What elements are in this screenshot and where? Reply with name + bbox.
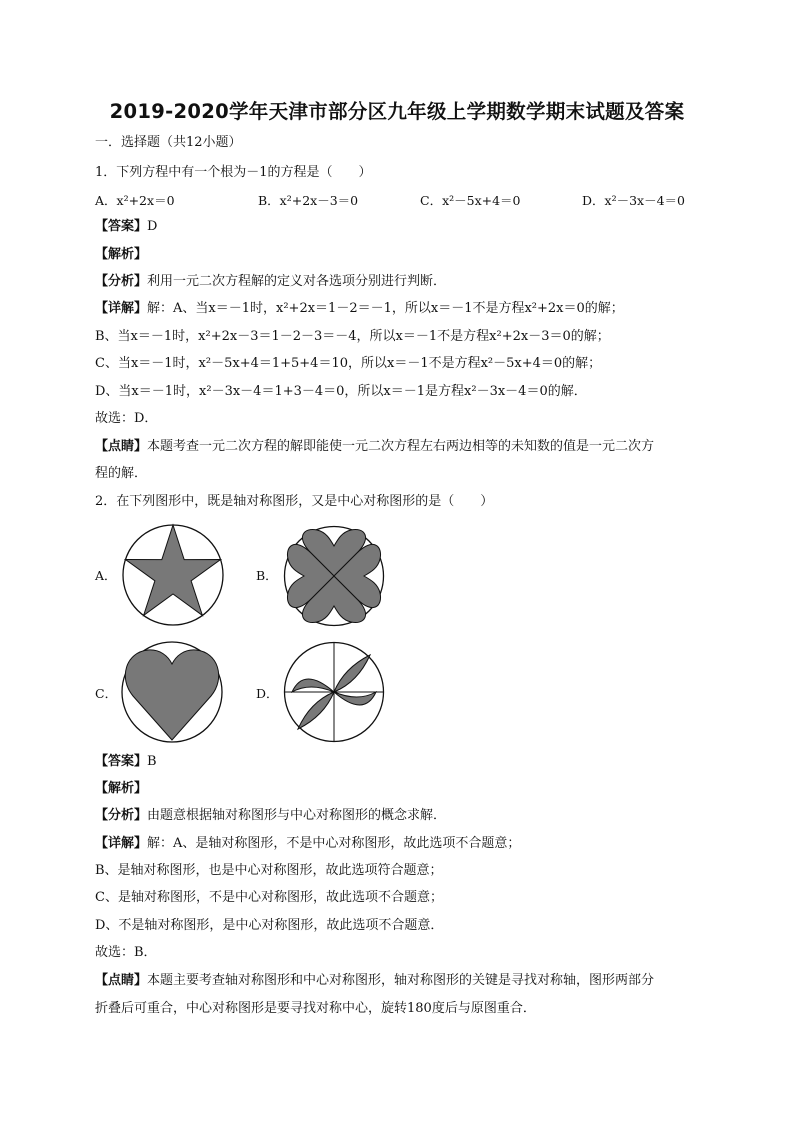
figure-a-star-in-circle [120, 522, 226, 628]
q2-choose: 故选：B． [95, 945, 157, 960]
q2-dianjing-cont: 折叠后可重合，中心对称图形是要寻找对称中心，旋转180度后与原图重合． [95, 1001, 536, 1016]
xiangjie-text: 解：A、是轴对称图形，不是中心对称图形，故此选项不合题意； [147, 836, 521, 851]
fenxi-text: 由题意根据轴对称图形与中心对称图形的概念求解． [147, 808, 447, 823]
figure-d-pinwheel-in-circle [282, 640, 386, 744]
section-heading: 一．选择题（共12小题） [95, 135, 242, 150]
fenxi-tag: 【分析】 [95, 274, 148, 289]
q1-option-c: C．x²－5x+4＝0 [420, 193, 521, 208]
q1-dianjing-cont: 程的解． [95, 466, 148, 481]
q2-dianjing [95, 973, 654, 989]
q1-stem: 1．下列方程中有一个根为－1的方程是（ ） [95, 165, 372, 180]
fenxi-text: 利用一元二次方程解的定义对各选项分别进行判断． [147, 274, 447, 289]
xiangjie-tag: 【详解】 [95, 836, 148, 851]
q1-choose: 故选：D． [95, 411, 158, 426]
q1-fenxi [95, 274, 446, 290]
dianjing-tag: 【点睛】 [95, 973, 148, 988]
dianjing-text: 本题主要考查轴对称图形和中心对称图形，轴对称图形的关键是寻找对称轴，图形两部分 [147, 973, 655, 988]
q1-option-b: B．x²+2x－3＝0 [258, 193, 359, 208]
xiangjie-tag: 【详解】 [95, 301, 148, 316]
figure-c-heart-in-circle [120, 640, 224, 744]
fig-label-d: D． [256, 686, 279, 701]
fig-label-a: A． [95, 568, 117, 583]
q2-xiangjie [95, 836, 520, 852]
figure-b-four-hearts-in-circle [282, 524, 386, 628]
q2-line-d: D、不是轴对称图形，是中心对称图形，故此选项不合题意． [95, 918, 444, 933]
q2-line-c: C、是轴对称图形，不是中心对称图形，故此选项不合题意； [95, 890, 443, 905]
answer-tag: 【答案】 [95, 219, 148, 234]
dianjing-text: 本题考查一元二次方程的解即能使一元二次方程左右两边相等的未知数的值是一元二次方 [147, 439, 655, 454]
fig-label-c: C． [95, 686, 118, 701]
q2-fenxi [95, 808, 446, 824]
q2-answer [95, 754, 157, 770]
answer-value: B [147, 754, 157, 769]
fenxi-tag: 【分析】 [95, 808, 148, 823]
answer-tag: 【答案】 [95, 754, 148, 769]
q1-xiangjie [95, 301, 624, 317]
analysis-tag: 【解析】 [95, 781, 148, 796]
q1-analysis-tag [95, 247, 147, 263]
page-title: 2019-2020学年天津市部分区九年级上学期数学期末试题及答案 [109, 100, 685, 123]
dianjing-tag: 【点睛】 [95, 439, 148, 454]
fig-label-b: B． [256, 568, 278, 583]
q2-stem: 2．在下列图形中，既是轴对称图形，又是中心对称图形的是（ ） [95, 494, 494, 509]
analysis-tag: 【解析】 [95, 247, 148, 262]
q1-line-c: C、当x＝－1时，x²－5x+4＝1+5+4＝10，所以x＝－1不是方程x²－5x+4＝0的解； [95, 356, 602, 371]
q1-option-d: D．x²－3x－4＝0 [582, 193, 685, 208]
q1-line-b: B、当x＝－1时，x²+2x－3＝1－2－3＝－4，所以x＝－1不是方程x²+2x－3＝0的解； [95, 329, 610, 344]
q1-option-a: A．x²+2x＝0 [95, 193, 175, 208]
q2-line-b: B、是轴对称图形，也是中心对称图形，故此选项符合题意； [95, 863, 443, 878]
q2-analysis-tag [95, 781, 147, 797]
q1-dianjing [95, 439, 654, 455]
q1-answer [95, 219, 157, 235]
q1-line-d: D、当x＝－1时，x²－3x－4＝1+3－4＝0，所以x＝－1是方程x²－3x－4＝0的解． [95, 384, 587, 399]
xiangjie-text: 解：A、当x＝－1时，x²+2x＝1－2＝－1，所以x＝－1不是方程x²+2x＝0的解； [147, 301, 624, 316]
answer-value: D [147, 219, 158, 234]
